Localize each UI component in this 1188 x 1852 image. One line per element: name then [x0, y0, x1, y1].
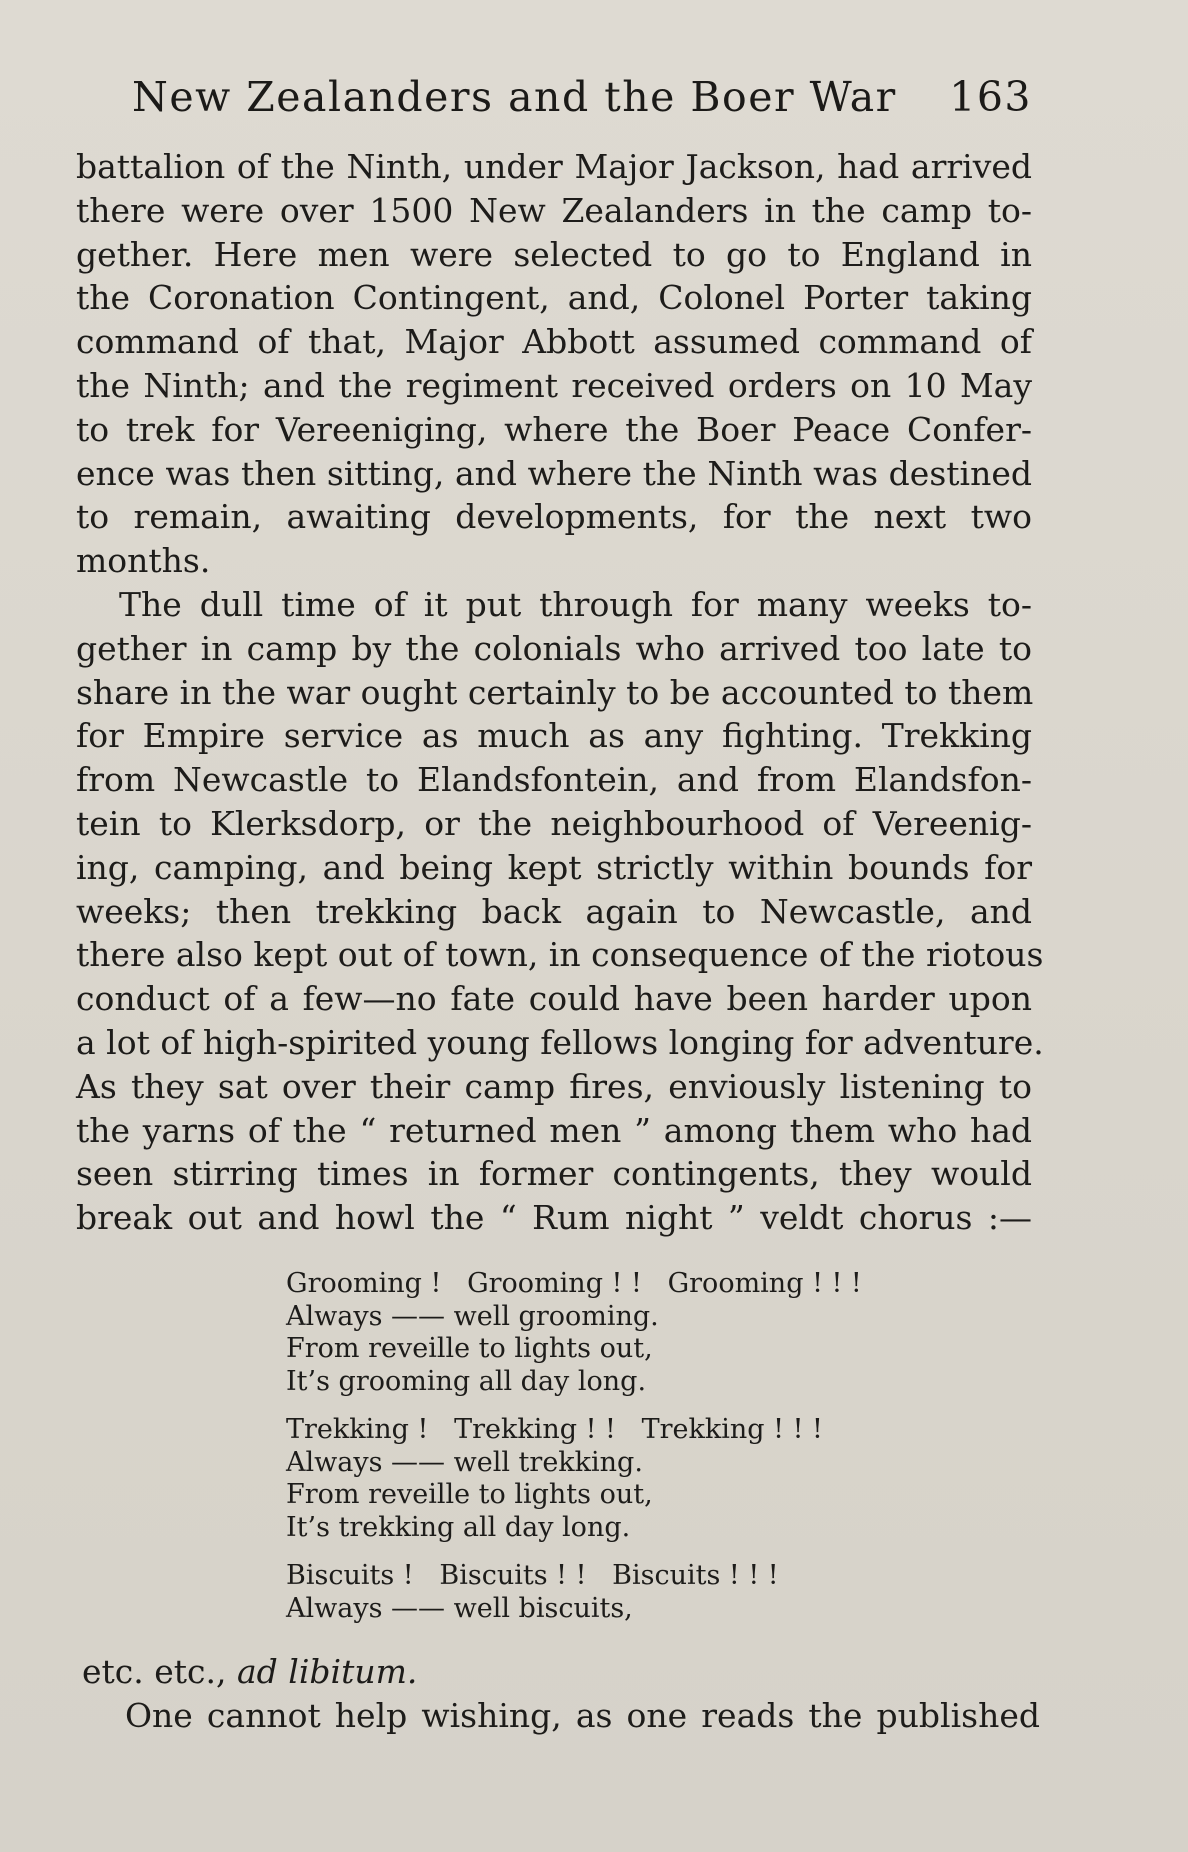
body-text: [76, 145, 1044, 1240]
text-line: tein to Klerksdorp, or the neighbourhood of Vereenig-: [76, 803, 1032, 843]
verse-line: Always —— well biscuits,: [286, 1592, 633, 1624]
etc-line: [82, 1650, 1040, 1694]
verse-line: It’s grooming all day long.: [286, 1365, 647, 1397]
text-line: months.: [76, 541, 211, 581]
verse-line: Always —— well trekking.: [286, 1446, 643, 1478]
text-line: The dull time of it put through for many weeks to-: [119, 584, 1032, 624]
verse-line: Trekking ! Trekking ! ! Trekking ! ! !: [286, 1414, 823, 1445]
ad-libitum: ad libitum.: [237, 1652, 418, 1691]
verse-stanza: [286, 1268, 926, 1398]
text-line: battalion of the Ninth, under Major Jackson, had arrived: [76, 147, 1032, 186]
etc-prefix: etc. etc.,: [82, 1652, 237, 1691]
text-line: there also kept out of town, in consequence of the riotous: [76, 935, 1044, 975]
text-line: a lot of high-spirited young fellows longing for adventure.: [76, 1022, 1044, 1062]
text-line: ence was then sitting, and where the Ninth was destined: [76, 453, 1032, 493]
closing-text: [82, 1650, 1040, 1738]
text-line: gether. Here men were selected to go to England in: [76, 234, 1032, 274]
page-number: 163: [949, 73, 1032, 121]
text-line: from Newcastle to Elandsfontein, and from Elandsfon-: [76, 760, 1032, 800]
text-line: the Coronation Contingent, and, Colonel Porter taking: [76, 278, 1032, 318]
verse-line: From reveille to lights out,: [286, 1333, 653, 1364]
text-line: the yarns of the “ returned men ” among them who had: [76, 1110, 1032, 1150]
verse-line: Always —— well grooming.: [286, 1300, 659, 1332]
text-line: One cannot help wishing, as one reads the published: [125, 1695, 1040, 1735]
verse-stanza: [286, 1560, 926, 1625]
text-line: the Ninth; and the regiment received orders on 10 May: [76, 365, 1032, 405]
verse-stanza: [286, 1414, 926, 1544]
verse-line: Grooming ! Grooming ! ! Grooming ! ! !: [286, 1268, 862, 1299]
text-line: As they sat over their camp fires, enviously listening to: [76, 1066, 1032, 1106]
text-line: ing, camping, and being kept strictly within bounds for: [76, 847, 1032, 887]
text-line: there were over 1500 New Zealanders in the camp to-: [76, 190, 1032, 230]
text-line: conduct of a few—no fate could have been harder upon: [76, 979, 1032, 1019]
paragraph: [76, 145, 1032, 583]
text-line: gether in camp by the colonials who arrived too late to: [76, 628, 1032, 668]
text-line: to remain, awaiting developments, for the next two: [76, 497, 1032, 537]
verse-chorus: [286, 1268, 926, 1641]
text-line: seen stirring times in former contingents, they would: [76, 1154, 1032, 1194]
text-line: break out and howl the “ Rum night ” veldt chorus :—: [76, 1198, 1032, 1238]
running-head-title: New Zealanders and the Boer War: [132, 73, 897, 121]
text-line: for Empire service as much as any fighting. Trekking: [76, 716, 1032, 756]
text-line: to trek for Vereeniging, where the Boer Peace Confer-: [76, 409, 1032, 449]
text-line: share in the war ought certainly to be accounted to them: [76, 672, 1034, 712]
paragraph: [76, 583, 1044, 1240]
verse-line: Biscuits ! Biscuits ! ! Biscuits ! ! !: [286, 1560, 779, 1591]
text-line: command of that, Major Abbott assumed command of: [76, 322, 1032, 362]
running-head: [132, 68, 1032, 126]
verse-line: From reveille to lights out,: [286, 1479, 653, 1510]
verse-line: It’s trekking all day long.: [286, 1511, 631, 1543]
text-line: weeks; then trekking back again to Newcastle, and: [76, 891, 1032, 931]
